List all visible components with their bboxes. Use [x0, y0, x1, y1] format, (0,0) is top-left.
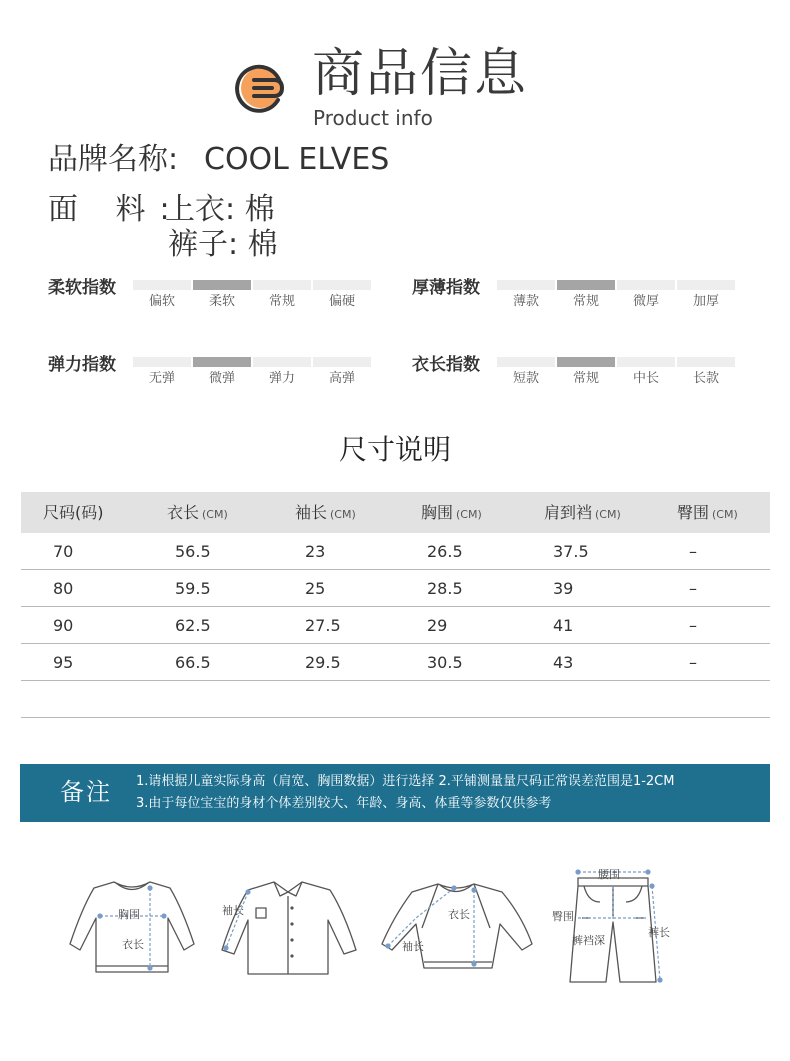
- table-cell: –: [689, 653, 697, 672]
- index-scale: [412, 354, 772, 394]
- brand-label: 品牌名称:: [48, 142, 179, 177]
- index-scale-segment-selected: [193, 280, 251, 290]
- table-cell: 41: [553, 616, 574, 635]
- table-row: [21, 607, 770, 644]
- index-scale-option: 微厚: [632, 294, 659, 309]
- column-label: 臀围: [677, 503, 710, 522]
- index-scale-option: 中长: [632, 371, 659, 386]
- table-cell: 27.5: [305, 616, 341, 635]
- index-scale-segment: [677, 357, 735, 367]
- table-cell: 30.5: [427, 653, 463, 672]
- pants-measure-illustration: [548, 862, 680, 986]
- index-scale-segment: [253, 280, 311, 290]
- column-label: 衣长: [167, 503, 200, 522]
- index-scale-name: 衣长指数: [412, 355, 480, 375]
- sweater-measure-illustration: [66, 878, 198, 978]
- index-scale-segment: [253, 357, 311, 367]
- sweater-chest-label: 胸围: [118, 908, 140, 921]
- shirt-measure-illustration: [218, 878, 360, 978]
- table-cell: 28.5: [427, 579, 463, 598]
- size-table: [21, 492, 770, 718]
- page-title: 商品信息: [312, 44, 529, 104]
- table-cell: 80: [53, 579, 74, 598]
- index-scale-option: 加厚: [692, 294, 719, 309]
- index-scale: [412, 277, 772, 317]
- pants-length-label: 裤长: [648, 926, 670, 939]
- size-table-header-cell: [43, 492, 104, 533]
- table-cell: 29: [427, 616, 448, 635]
- table-cell: 25: [305, 579, 326, 598]
- pants-rise-label: 裤裆深: [572, 934, 605, 947]
- column-label: 尺码(码): [43, 503, 104, 522]
- notes-line-1: 1.请根据儿童实际身高（肩宽、胸围数据）进行选择 2.平铺测量量尺码正常误差范围是1-2CM: [136, 774, 675, 789]
- notes-line-2: 3.由于每位宝宝的身材个体差别较大、年龄、身高、体重等参数仅供参考: [136, 796, 552, 811]
- index-scale-segment: [313, 280, 371, 290]
- index-scale-name: 厚薄指数: [412, 278, 480, 298]
- raglan-measure-illustration: [376, 878, 536, 978]
- table-cell: 39: [553, 579, 574, 598]
- page-subtitle: Product info: [313, 106, 433, 130]
- table-cell: 43: [553, 653, 574, 672]
- index-scale-segment-selected: [557, 280, 615, 290]
- index-scale-segment-selected: [193, 357, 251, 367]
- size-table-header-cell: [295, 492, 356, 535]
- table-cell: 56.5: [175, 542, 211, 561]
- product-info-logo-icon: [230, 58, 296, 118]
- index-scale: [48, 354, 408, 394]
- table-cell: –: [689, 542, 697, 561]
- notes-banner: [20, 764, 770, 822]
- column-unit: (CM): [712, 508, 738, 521]
- table-cell: –: [689, 616, 697, 635]
- table-cell: –: [689, 579, 697, 598]
- raglan-sleeve-label: 袖长: [402, 940, 424, 953]
- index-scale-option: 常规: [268, 294, 295, 309]
- raglan-length-label: 衣长: [448, 908, 470, 921]
- size-table-header-cell: [421, 492, 482, 535]
- index-scale-option: 短款: [512, 371, 539, 386]
- size-table-header-cell: [167, 492, 228, 535]
- pants-hip-label: 臀围: [552, 910, 574, 923]
- index-scale-option: 偏硬: [328, 294, 355, 309]
- table-row: [21, 570, 770, 607]
- shirt-sleeve-label: 袖长: [222, 904, 244, 917]
- notes-label: 备注: [60, 778, 112, 806]
- table-cell: 62.5: [175, 616, 211, 635]
- fabric-label: 面 料:: [48, 192, 184, 227]
- index-scale-segment: [677, 280, 735, 290]
- index-scale-option: 偏软: [148, 294, 175, 309]
- index-scale-option: 常规: [572, 371, 599, 386]
- index-scale-option: 弹力: [268, 371, 295, 386]
- index-scale-segment-selected: [557, 357, 615, 367]
- column-label: 袖长: [295, 503, 328, 522]
- column-unit: (CM): [595, 508, 621, 521]
- index-scale-option: 柔软: [208, 294, 235, 309]
- fabric-bottom-value: 裤子: 棉: [168, 227, 278, 262]
- table-cell: 90: [53, 616, 74, 635]
- brand-value: COOL ELVES: [204, 142, 390, 177]
- size-table-header: [21, 492, 770, 533]
- index-scale-segment: [313, 357, 371, 367]
- index-scale-segment: [497, 357, 555, 367]
- index-scale-segment: [617, 280, 675, 290]
- size-section-title: 尺寸说明: [338, 433, 451, 466]
- index-scale-option: 无弹: [148, 371, 175, 386]
- index-scale-segment: [133, 357, 191, 367]
- fabric-top-value: 上衣: 棉: [165, 192, 275, 227]
- column-label: 肩到裆: [544, 503, 593, 522]
- table-row: [21, 533, 770, 570]
- index-scale-segment: [617, 357, 675, 367]
- index-scale-segment: [133, 280, 191, 290]
- table-row-empty: [21, 681, 770, 718]
- index-scale-option: 长款: [692, 371, 719, 386]
- table-cell: 70: [53, 542, 74, 561]
- table-cell: 37.5: [553, 542, 589, 561]
- table-cell: 59.5: [175, 579, 211, 598]
- index-scale-option: 微弹: [208, 371, 235, 386]
- index-scale-option: 薄款: [512, 294, 539, 309]
- index-scale-segment: [497, 280, 555, 290]
- index-scale-option: 常规: [572, 294, 599, 309]
- index-scale-option: 高弹: [328, 371, 355, 386]
- table-row: [21, 644, 770, 681]
- table-cell: 29.5: [305, 653, 341, 672]
- column-unit: (CM): [456, 508, 482, 521]
- size-table-header-cell: [677, 492, 738, 535]
- table-cell: 66.5: [175, 653, 211, 672]
- sweater-length-label: 衣长: [122, 938, 144, 951]
- column-unit: (CM): [330, 508, 356, 521]
- index-scale: [48, 277, 408, 317]
- pants-waist-label: 腰围: [598, 868, 620, 881]
- table-cell: 23: [305, 542, 326, 561]
- column-unit: (CM): [202, 508, 228, 521]
- column-label: 胸围: [421, 503, 454, 522]
- size-table-header-cell: [544, 492, 621, 535]
- table-cell: 26.5: [427, 542, 463, 561]
- index-scale-name: 弹力指数: [48, 355, 116, 375]
- table-cell: 95: [53, 653, 74, 672]
- index-scale-name: 柔软指数: [48, 278, 116, 298]
